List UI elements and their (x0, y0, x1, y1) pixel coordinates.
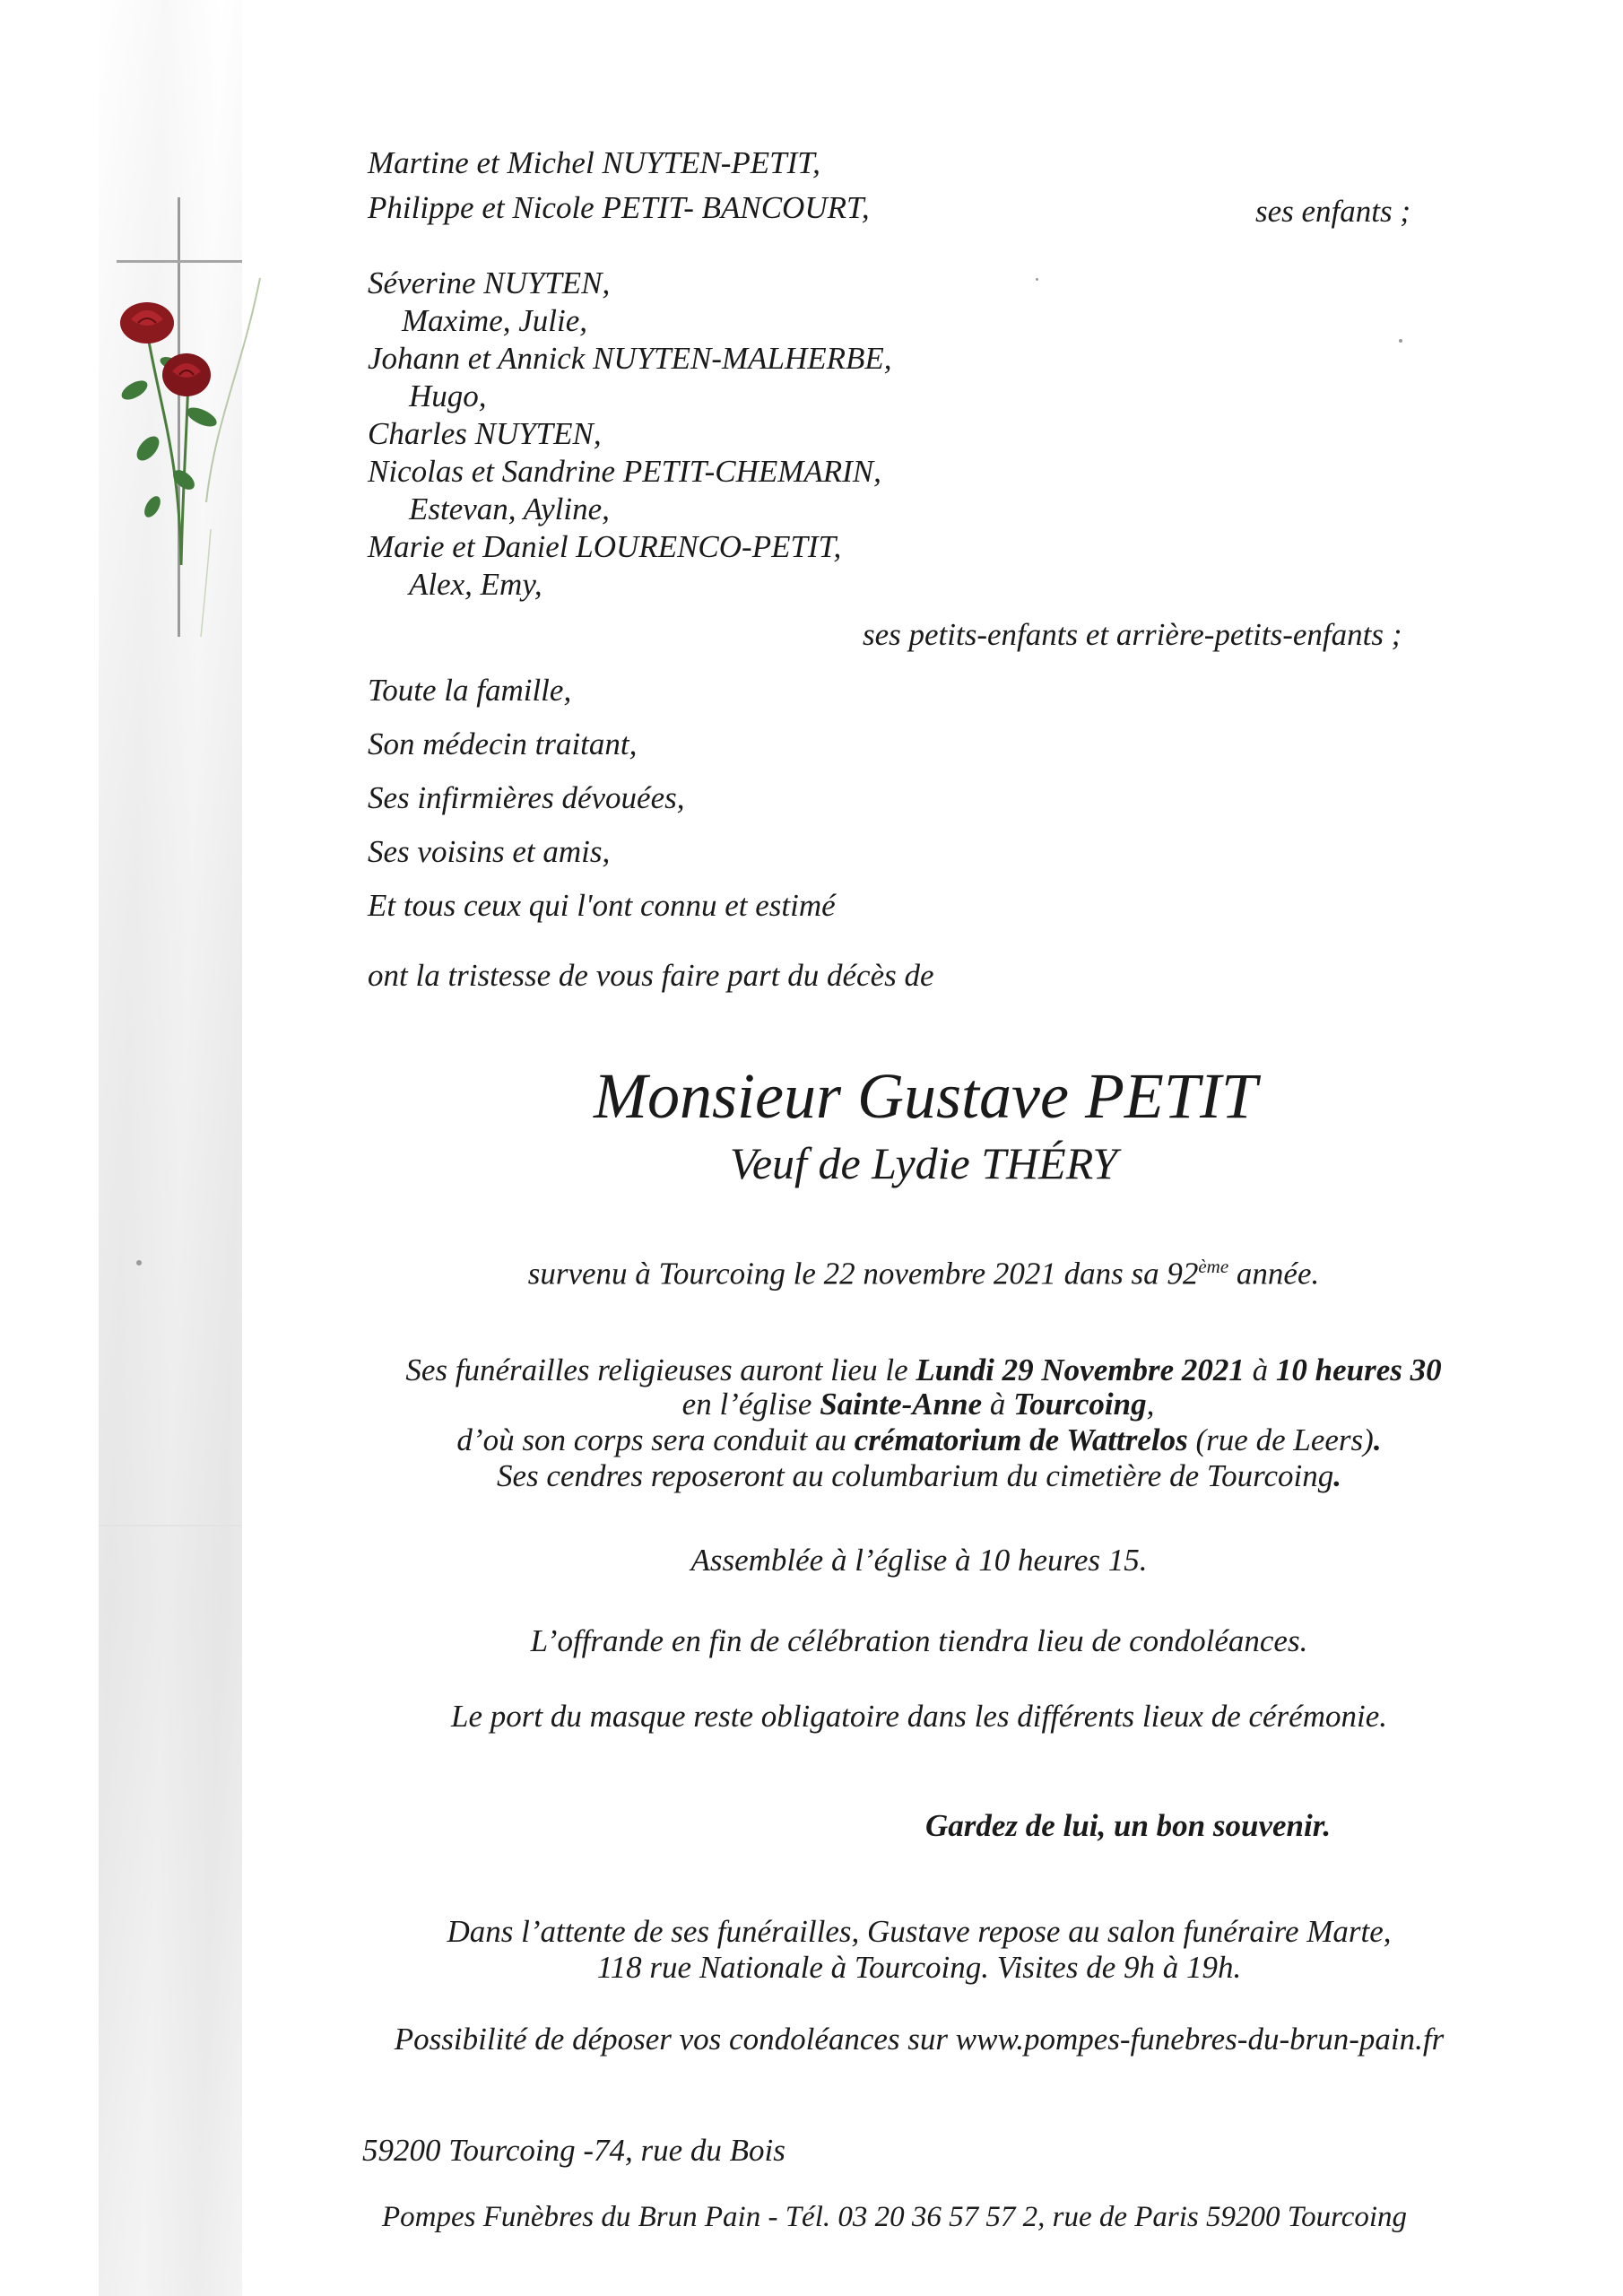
marble-seam (99, 1525, 242, 1526)
funeral-line-3 (0, 1424, 1623, 1456)
funeral-line-2 (0, 1388, 1623, 1420)
funeral-time: 10 heures 30 (1275, 1352, 1442, 1387)
address-text: 59200 Tourcoing -74, rue du Bois (362, 2133, 785, 2168)
church-city: Tourcoing (1013, 1387, 1147, 1422)
church-name: Sainte-Anne (820, 1387, 983, 1422)
funeral-line-1 (0, 1354, 1623, 1386)
deceased-subtitle: Veuf de Lydie THÉRY (729, 1138, 1118, 1188)
announcement-text: ont la tristesse de vous faire part du décès de (368, 958, 934, 993)
funeral-text: . (1373, 1422, 1382, 1457)
funeral-text: d’où son corps sera conduit au (456, 1422, 855, 1457)
rose-icon (162, 353, 211, 396)
family-line: Toute la famille, (368, 673, 572, 708)
children-label: ses enfants ; (1255, 194, 1411, 229)
grandchild-name-line: Johann et Annick NUYTEN-MALHERBE, (368, 341, 892, 376)
deceased-name: Monsieur Gustave PETIT (594, 1060, 1257, 1132)
grandchild-name-line: Nicolas et Sandrine PETIT-CHEMARIN, (368, 454, 881, 489)
crematorium-name: crématorium de Wattrelos (854, 1422, 1188, 1457)
ordinal-suffix: ème (1198, 1256, 1229, 1277)
family-line: Son médecin traitant, (368, 726, 638, 761)
remembrance-text: Gardez de lui, un bon souvenir. (925, 1808, 1332, 1843)
viewing-line: 118 rue Nationale à Tourcoing. Visites de 9h à 19h. (596, 1950, 1242, 1985)
family-line: Ses infirmières dévouées, (368, 780, 685, 815)
grandchild-name-line: Charles NUYTEN, (368, 416, 602, 451)
offering-text: L’offrande en fin de célébration tiendra lieu de condoléances. (530, 1623, 1308, 1658)
viewing-line: Dans l’attente de ses funérailles, Gustave repose au salon funéraire Marte, (447, 1914, 1392, 1949)
mask-notice: Le port du masque reste obligatoire dans les différents lieux de cérémonie. (451, 1699, 1387, 1734)
funeral-line-4 (0, 1460, 1623, 1492)
funeral-text: , (1146, 1387, 1155, 1422)
funeral-home-footer: Pompes Funèbres du Brun Pain - Tél. 03 20 36 57 57 2, rue de Paris 59200 Tourcoing (382, 2201, 1408, 2233)
family-line: Ses voisins et amis, (368, 834, 611, 869)
grandchild-name-line: Estevan, Ayline, (409, 491, 610, 526)
funeral-text: en l’église (681, 1387, 820, 1422)
death-details (0, 1257, 1623, 1290)
funeral-date: Lundi 29 Novembre 2021 (916, 1352, 1245, 1387)
funeral-text: à (1244, 1352, 1276, 1387)
grandchildren-label: ses petits-enfants et arrière-petits-enfants ; (863, 617, 1402, 652)
family-line: Et tous ceux qui l'ont connu et estimé (368, 888, 836, 923)
grandchild-name-line: Maxime, Julie, (402, 303, 587, 338)
funeral-text: (rue de Leers) (1187, 1422, 1374, 1457)
funeral-text: Ses cendres reposeront au columbarium du cimetière de Tourcoing (497, 1458, 1334, 1493)
cross-with-roses-illustration (108, 188, 287, 646)
children-name-line: Martine et Michel NUYTEN-PETIT, (368, 145, 820, 180)
grandchild-name-line: Marie et Daniel LOURENCO-PETIT, (368, 529, 842, 564)
rose-icon (120, 302, 174, 344)
funeral-text: . (1333, 1458, 1341, 1493)
funeral-text: Ses funérailles religieuses auront lieu le (405, 1352, 916, 1387)
death-details-end: année. (1228, 1256, 1320, 1292)
funeral-text: à (982, 1387, 1014, 1422)
condolences-text: Possibilité de déposer vos condoléances sur www.pompes-funebres-du-brun-pain.fr (394, 2022, 1445, 2057)
children-name-line: Philippe et Nicole PETIT- BANCOURT, (368, 190, 870, 225)
paper-speck (1399, 339, 1402, 343)
grandchild-name-line: Séverine NUYTEN, (368, 265, 611, 300)
death-details-text: survenu à Tourcoing le 22 novembre 2021 dans sa 92 (527, 1256, 1199, 1292)
assembly-text: Assemblée à l’église à 10 heures 15. (690, 1543, 1148, 1578)
grandchild-name-line: Hugo, (409, 378, 487, 413)
grandchild-name-line: Alex, Emy, (409, 567, 542, 602)
paper-speck (1036, 278, 1038, 281)
